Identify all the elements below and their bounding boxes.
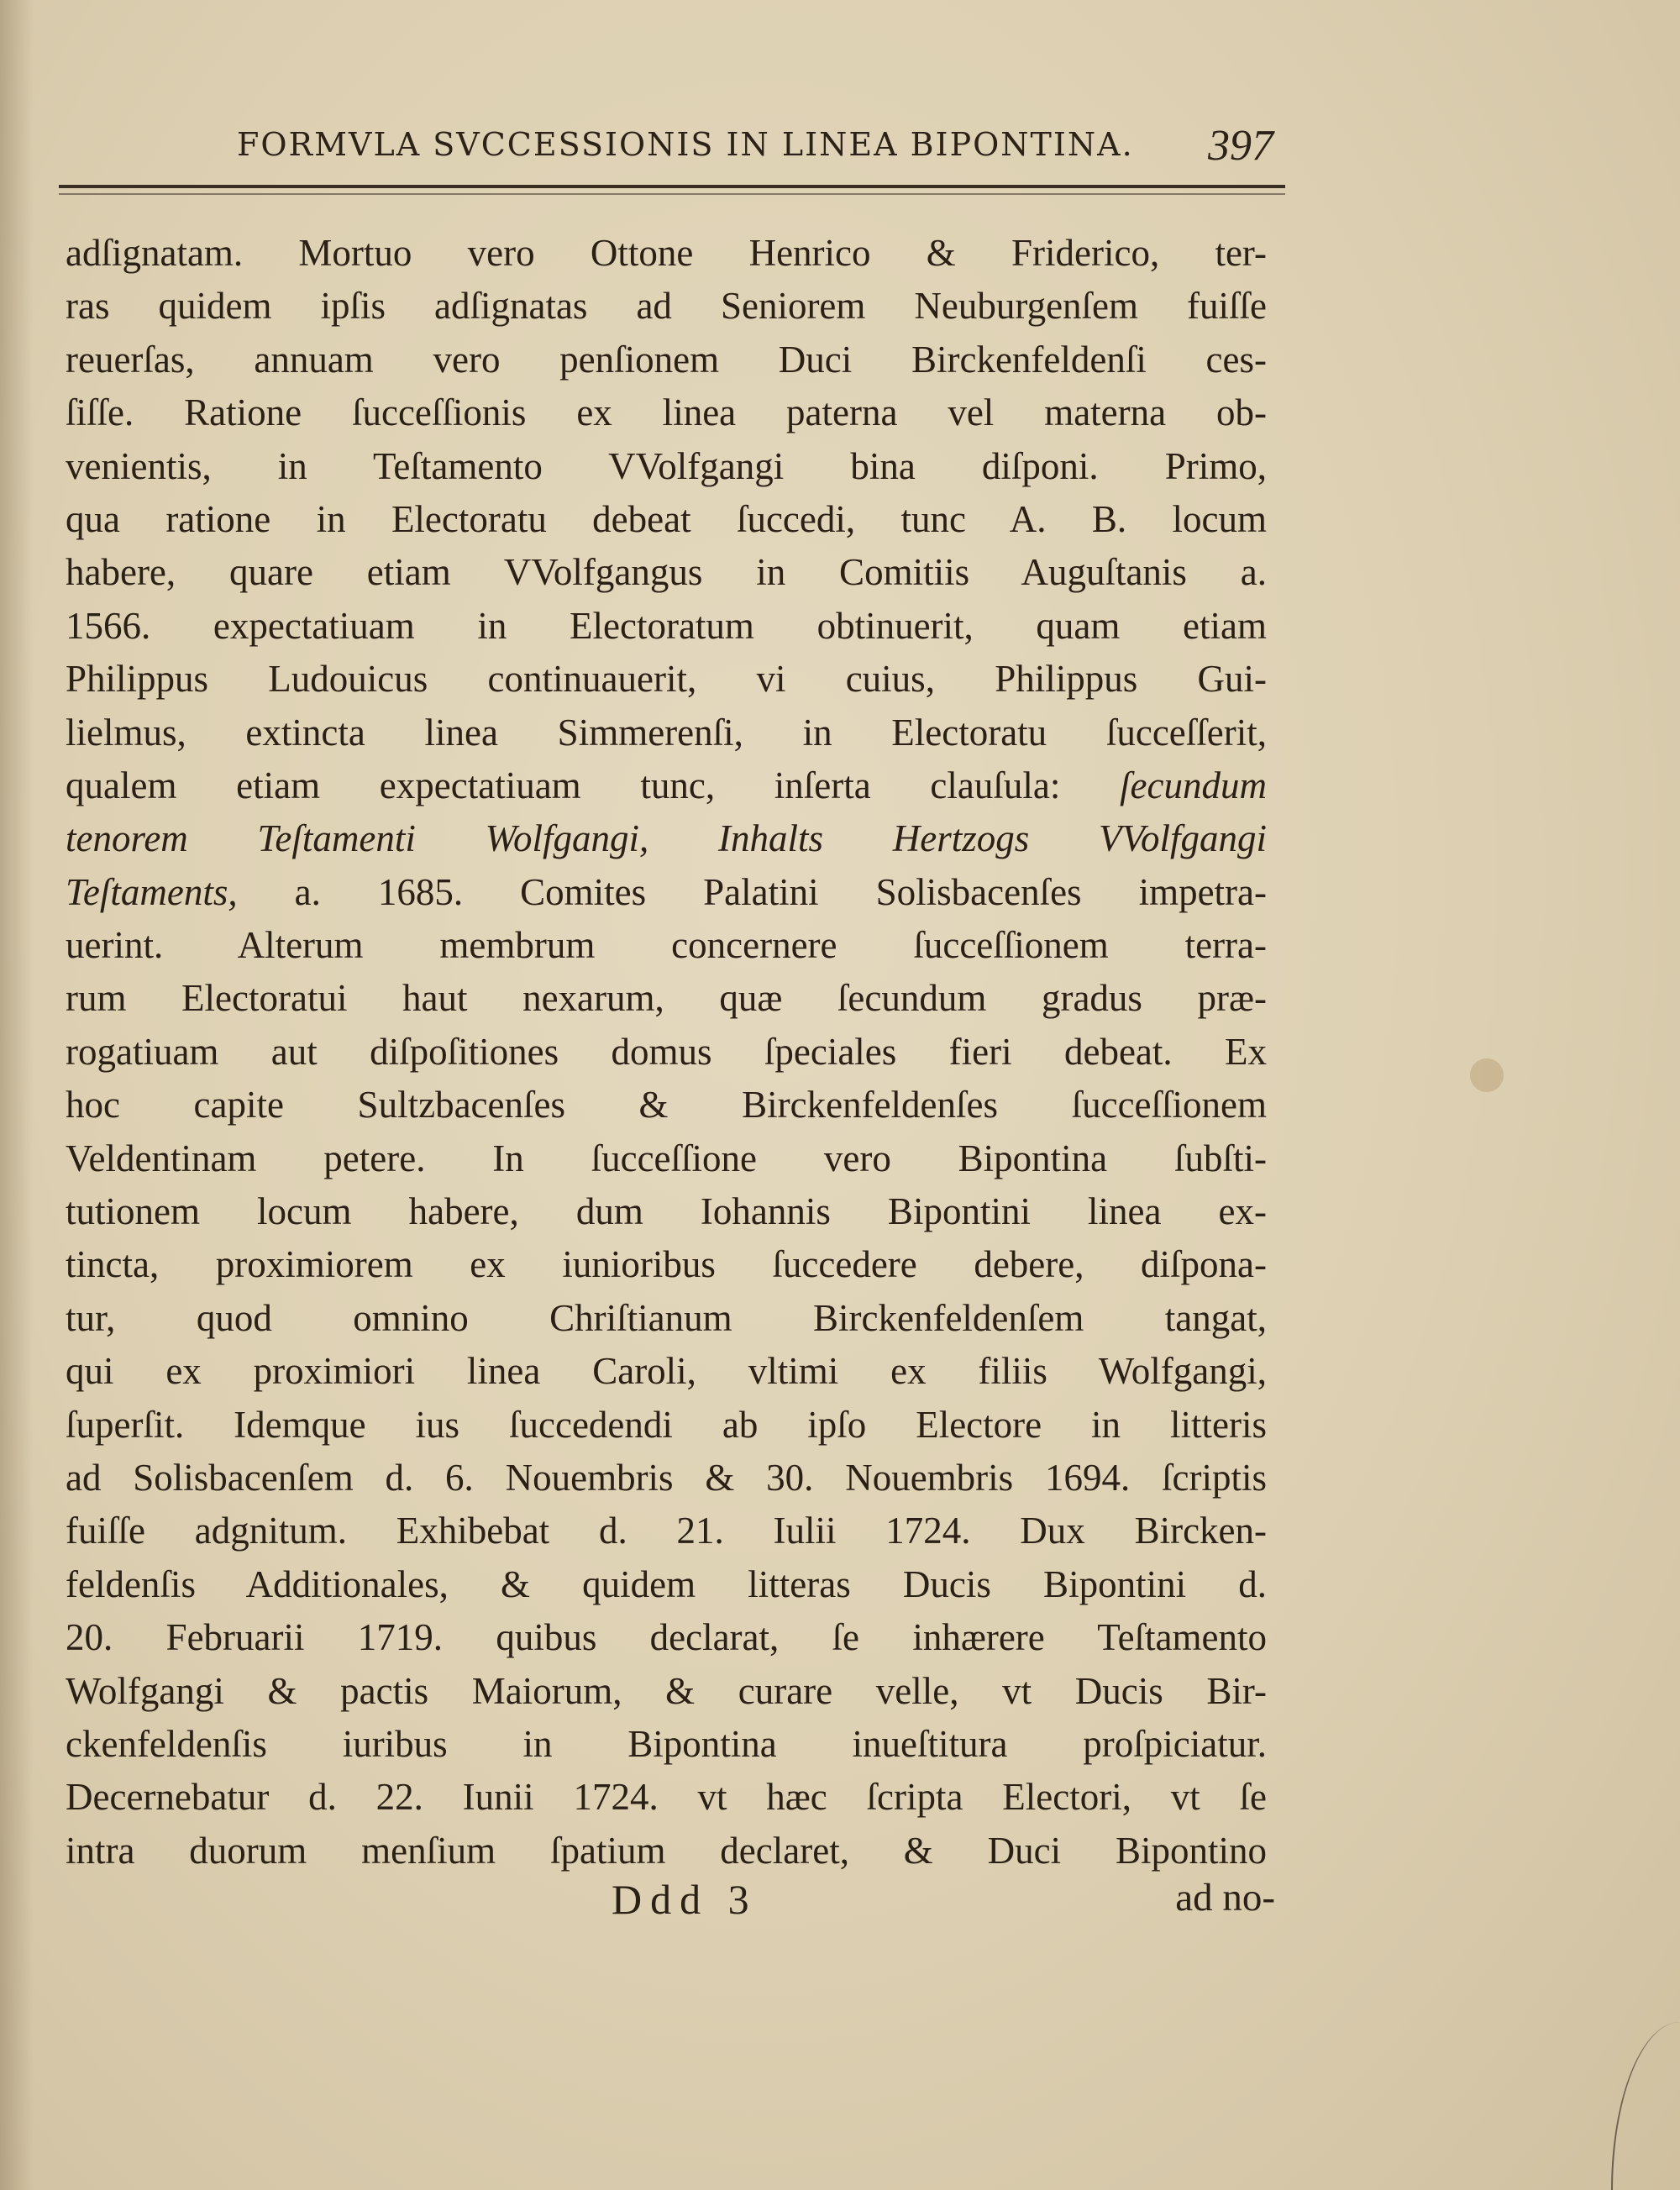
page-corner-curl (1611, 2022, 1680, 2190)
text-line: Teſtaments, a. 1685. Comites Palatini Solisbacenſes impetra- (66, 870, 1267, 913)
text-line: tincta, proximiorem ex iunioribus ſuccedere debere, diſpona- (66, 1243, 1267, 1286)
text-line: Philippus Ludouicus continuauerit, vi cuius, Philippus Gui- (66, 658, 1267, 701)
page-header (0, 118, 1680, 185)
text-line: Wolfgangi & pactis Maiorum, & curare velle, vt Ducis Bir- (66, 1669, 1267, 1712)
header-rule (59, 185, 1285, 188)
text-line: hoc capite Sultzbacenſes & Birckenfeldenſes ſucceſſionem (66, 1084, 1267, 1127)
signature-mark: Ddd 3 (612, 1876, 758, 1923)
text-line: Veldentinam petere. In ſucceſſione vero Bipontina ſubſti- (66, 1137, 1267, 1179)
text-line: tutionem locum habere, dum Iohannis Bipontini linea ex- (66, 1190, 1267, 1233)
page-number: 397 (1208, 122, 1273, 170)
text-line: rum Electoratui haut nexarum, quæ ſecundum gradus præ- (66, 977, 1267, 1020)
text-line: 20. Februarii 1719. quibus declarat, ſe inhærere Teſtamento (66, 1616, 1267, 1659)
text-line: ad Solisbacenſem d. 6. Nouembris & 30. Nouembris 1694. ſcriptis (66, 1456, 1267, 1499)
text-line: venientis, in Teſtamento VVolfgangi bina diſponi. Primo, (66, 444, 1267, 487)
text-line: rogatiuam aut diſpoſitiones domus ſpeciales fieri debeat. Ex (66, 1030, 1267, 1073)
header-rule-secondary (59, 193, 1285, 195)
text-line: ſiſſe. Ratione ſucceſſionis ex linea paterna vel materna ob- (66, 391, 1267, 434)
text-line: ſuperſit. Idemque ius ſuccedendi ab ipſo Electore in litteris (66, 1403, 1267, 1446)
text-line: reuerſas, annuam vero penſionem Duci Birckenfeldenſi ces- (66, 338, 1267, 381)
text-line: tur, quod omnino Chriſtianum Birckenfeldenſem tangat, (66, 1296, 1267, 1339)
text-line: qua ratione in Electoratu debeat ſuccedi, tunc A. B. locum (66, 497, 1267, 540)
text-line: ras quidem ipſis adſignatas ad Seniorem Neuburgenſem fuiſſe (66, 285, 1267, 328)
text-line: 1566. expectatiuam in Electoratum obtinuerit, quam etiam (66, 604, 1267, 647)
text-line: Decernebatur d. 22. Iunii 1724. vt hæc ſcripta Electori, vt ſe (66, 1776, 1267, 1819)
gutter-shadow (0, 0, 34, 2190)
text-line-italic: tenorem Teſtamenti Wolfgangi, Inhalts Hertzogs VVolfgangi (66, 817, 1267, 860)
page-footer (0, 1875, 1680, 1934)
text-line: qui ex proximiori linea Caroli, vltimi ex filiis Wolfgangi, (66, 1350, 1267, 1393)
text-line: intra duorum menſium ſpatium declaret, & Duci Bipontino (66, 1829, 1267, 1872)
text-line: habere, quare etiam VVolfgangus in Comitiis Auguſtanis a. (66, 551, 1267, 594)
paper-stain (1470, 1058, 1504, 1092)
text-line: ckenfeldenſis iuribus in Bipontina inueſtitura proſpiciatur. (66, 1722, 1267, 1765)
catchword: ad no- (1175, 1876, 1275, 1920)
text-line: lielmus, extincta linea Simmerenſi, in Electoratu ſucceſſerit, (66, 711, 1267, 754)
text-line: qualem etiam expectatiuam tunc, inſerta clauſula: ſecundum (66, 764, 1267, 806)
text-line: uerint. Alterum membrum concernere ſucceſſionem terra- (66, 924, 1267, 967)
running-head: FORMVLA SVCCESSIONIS IN LINEA BIPONTINA. (237, 126, 1134, 163)
text-line: feldenſis Additionales, & quidem litteras Ducis Bipontini d. (66, 1562, 1267, 1605)
text-line: fuiſſe adgnitum. Exhibebat d. 21. Iulii 1724. Dux Bircken- (66, 1510, 1267, 1552)
text-line: adſignatam. Mortuo vero Ottone Henrico & Friderico, ter- (66, 232, 1267, 274)
body-text (66, 227, 1267, 1878)
